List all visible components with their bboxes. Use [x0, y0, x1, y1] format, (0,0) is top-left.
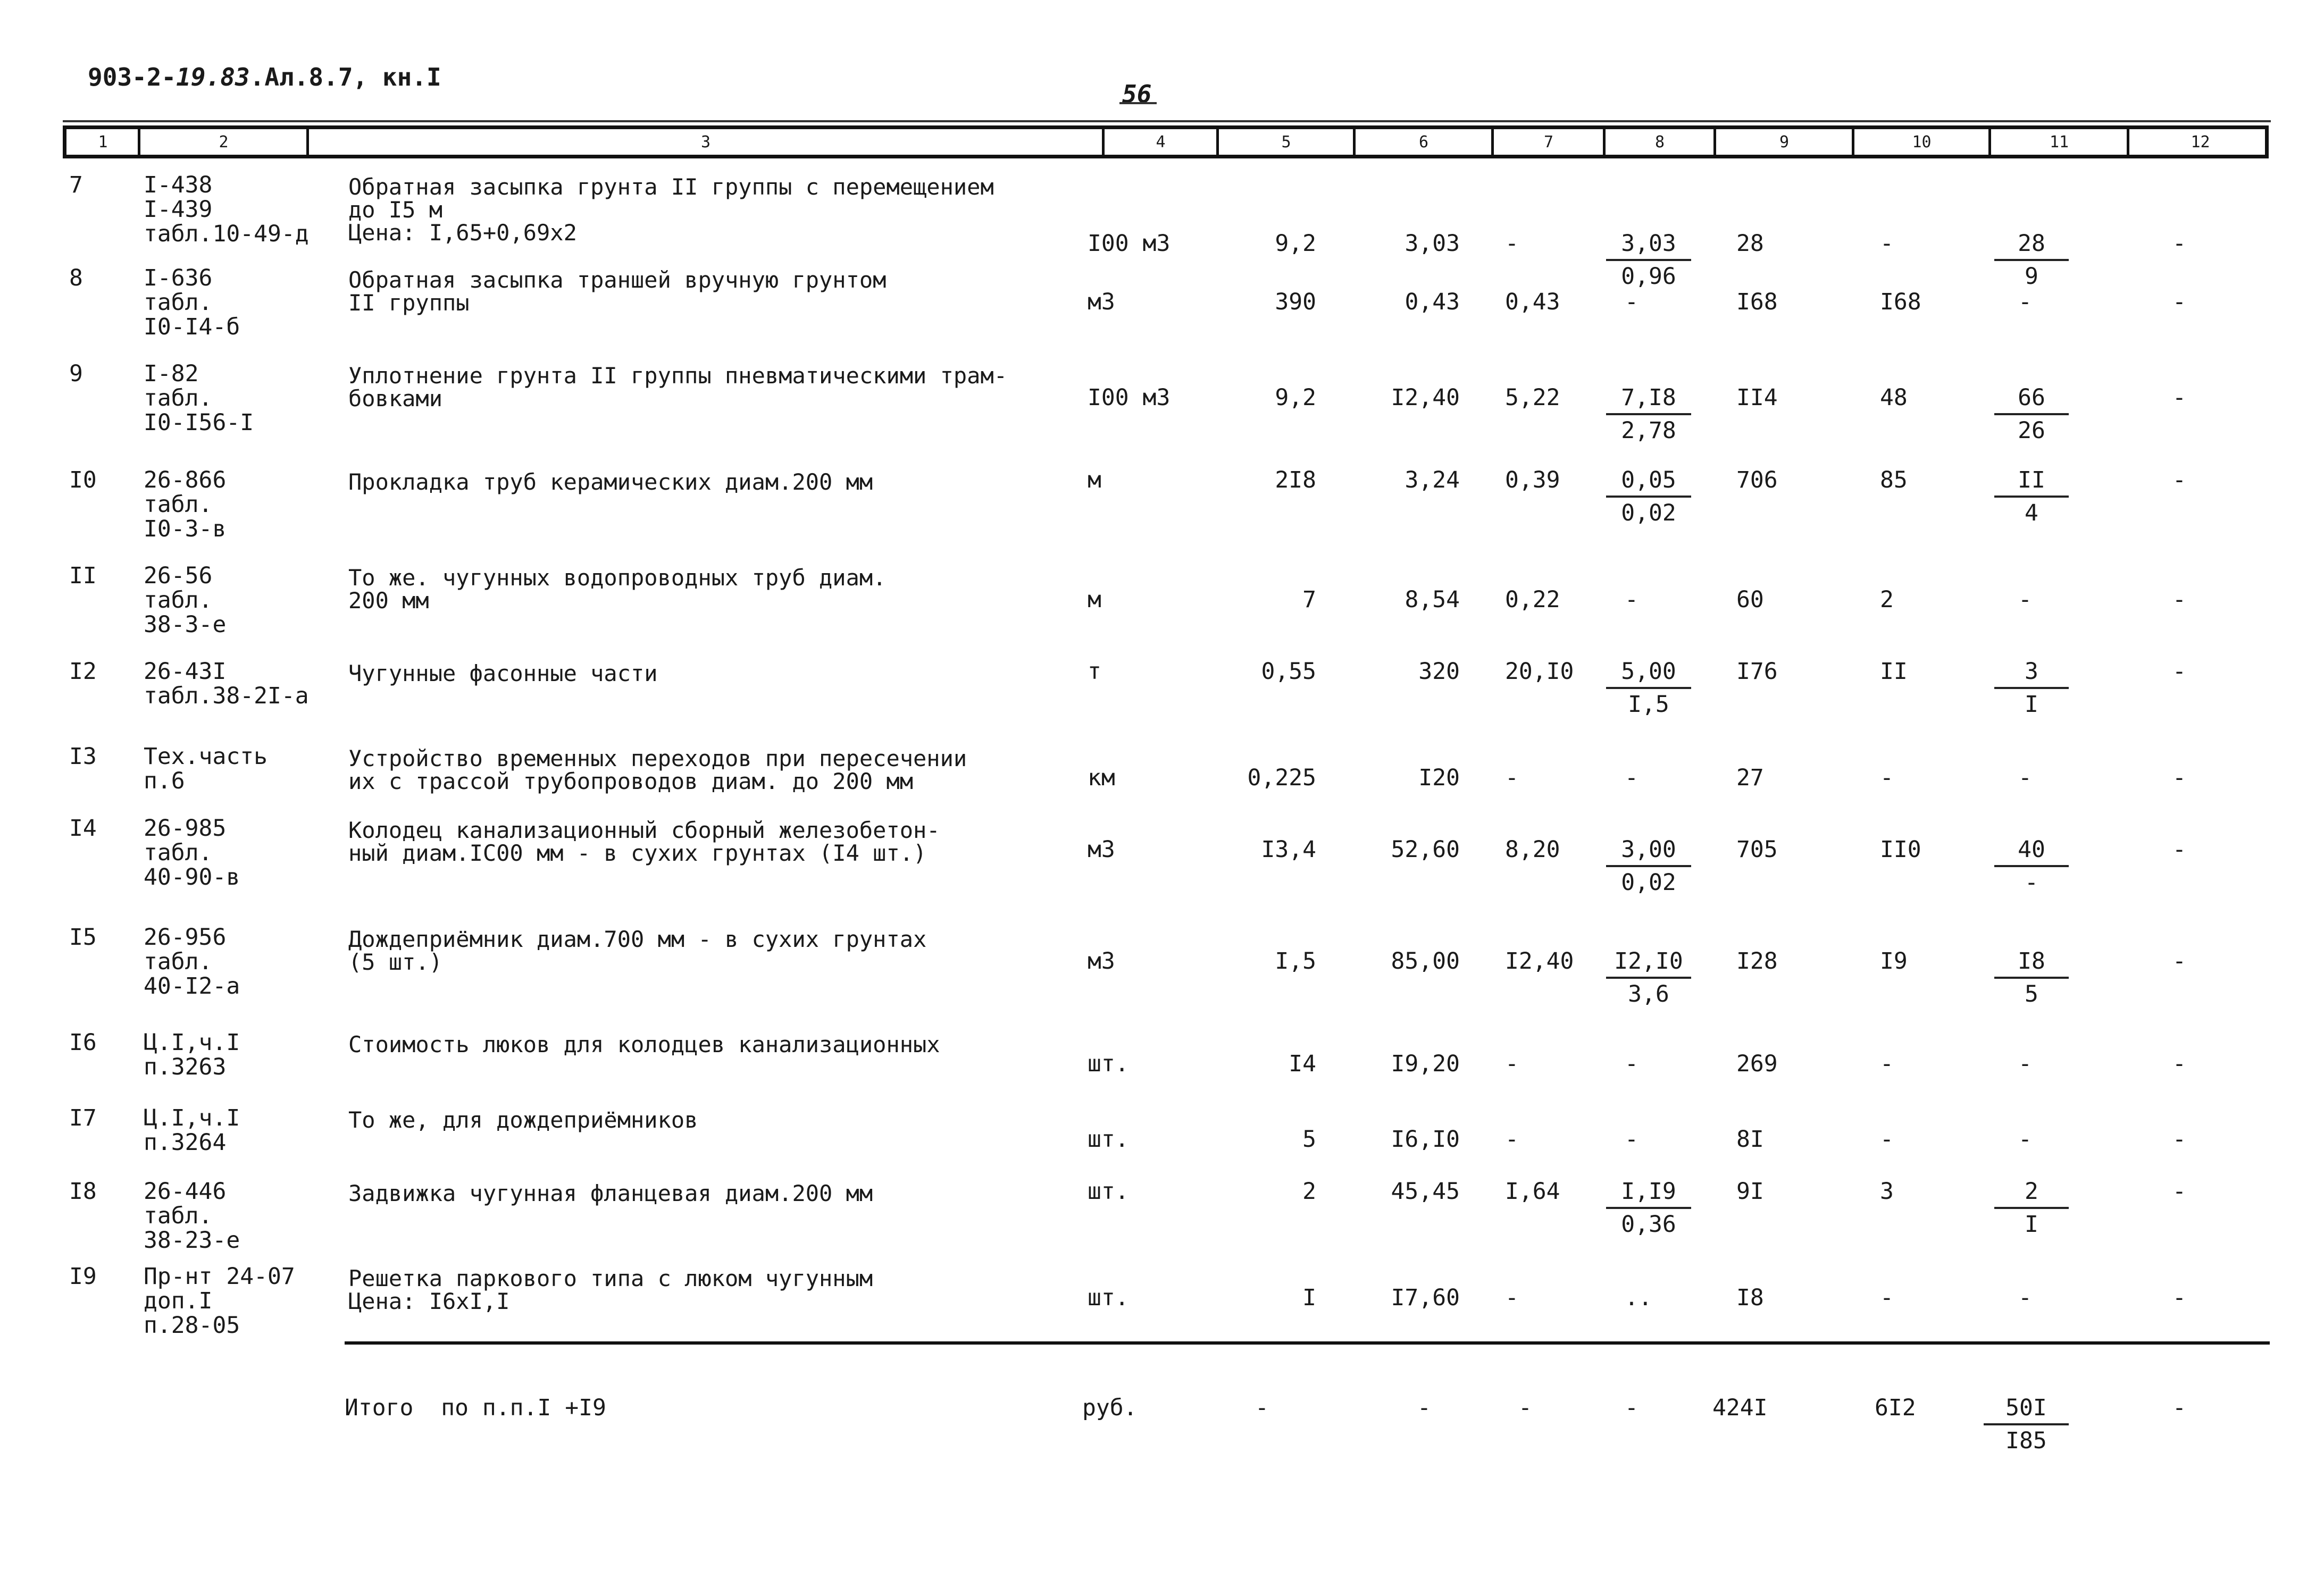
col-12-value: -: [2172, 467, 2186, 493]
column-header-7: 7: [1543, 132, 1554, 152]
col-11-fraction-denominator: 9: [2025, 263, 2038, 290]
unit-price: 320: [1418, 658, 1460, 685]
quantity: I3,4: [1261, 836, 1316, 863]
col-11-fraction-numerator: 3: [1994, 659, 2069, 689]
col-8-fraction: [1606, 385, 1691, 443]
page-number: 56: [1122, 80, 1152, 108]
col-11-fraction: [1994, 1179, 2069, 1237]
row-number: I4: [69, 815, 97, 842]
col-10-value: -: [1880, 1126, 1894, 1153]
col-7-value: -: [1505, 1051, 1519, 1077]
unit: м3: [1088, 948, 1115, 975]
work-description: Прокладка труб керамических диам.200 мм: [348, 469, 873, 495]
total-col-8: -: [1625, 1395, 1638, 1421]
quantity: 0,55: [1261, 658, 1316, 685]
work-description: Дождеприёмник диам.700 мм - в сухих грунтах (5 шт.): [348, 926, 927, 975]
unit: т: [1088, 658, 1101, 685]
rate-code: 26-446 табл. 38-23-е: [144, 1178, 240, 1254]
total-col-11-fraction-numerator: 50I: [1984, 1396, 2069, 1425]
col-10-value: I9: [1880, 948, 1908, 975]
col-9-value: II4: [1736, 384, 1778, 411]
col-11-fraction-denominator: I: [2025, 691, 2038, 718]
rate-code: 26-956 табл. 40-I2-а: [144, 924, 240, 1000]
col-9-value: I76: [1736, 658, 1778, 685]
row-number: I7: [69, 1105, 97, 1131]
col-8-fraction-denominator: 0,02: [1621, 500, 1676, 526]
unit-price: 3,24: [1405, 467, 1460, 493]
col-11-fraction: [1994, 837, 2069, 895]
col-8-fraction-numerator: 7,I8: [1606, 385, 1691, 415]
quantity: 5: [1302, 1126, 1316, 1153]
column-header-1: 1: [98, 132, 108, 152]
col-10-value: -: [1880, 230, 1894, 257]
col-11-fraction: [1994, 231, 2069, 289]
unit: км: [1088, 765, 1115, 791]
quantity: 0,225: [1247, 765, 1316, 791]
unit: шт.: [1088, 1178, 1129, 1205]
col-7-value: 0,43: [1505, 289, 1560, 315]
col-12-value: -: [2172, 658, 2186, 685]
unit: м3: [1088, 289, 1115, 315]
col-11-fraction: [1994, 949, 2069, 1006]
col-8-value: -: [1625, 1126, 1638, 1153]
row-number: 8: [69, 265, 83, 291]
row-number: I2: [69, 658, 97, 685]
col-8-fraction: [1606, 1179, 1691, 1237]
col-11-fraction-denominator: 4: [2025, 500, 2038, 526]
unit-price: I7,60: [1391, 1284, 1460, 1311]
col-11-value: -: [2018, 1126, 2032, 1153]
col-9-value: 27: [1736, 765, 1764, 791]
col-8-fraction-numerator: 3,00: [1606, 837, 1691, 867]
col-10-value: 3: [1880, 1178, 1894, 1205]
quantity: 390: [1275, 289, 1316, 315]
col-7-value: -: [1505, 765, 1519, 791]
col-8-fraction-denominator: 0,36: [1621, 1211, 1676, 1238]
work-description: Стоимость люков для колодцев канализационных: [348, 1031, 940, 1057]
work-description: Колодец канализационный сборный железобетон- ный диам.IC00 мм - в сухих грунтах (I4 шт.): [348, 817, 940, 866]
column-header-12: 12: [2191, 132, 2210, 152]
col-9-value: 269: [1736, 1051, 1778, 1077]
col-7-value: I,64: [1505, 1178, 1560, 1205]
col-11-value: -: [2018, 289, 2032, 315]
rate-code: 26-985 табл. 40-90-в: [144, 815, 240, 891]
col-9-value: 705: [1736, 836, 1778, 863]
total-unit: руб.: [1082, 1395, 1138, 1421]
col-11-fraction-denominator: 26: [2018, 417, 2045, 444]
unit-price: I2,40: [1391, 384, 1460, 411]
col-11-fraction-numerator: 40: [1994, 837, 2069, 867]
total-col-11-fraction-denominator: I85: [2005, 1428, 2047, 1454]
total-col-9: 424I: [1712, 1395, 1768, 1421]
col-12-value: -: [2172, 1051, 2186, 1077]
col-10-value: II: [1880, 658, 1908, 685]
rate-code: 26-43I табл.38-2I-а: [144, 658, 309, 709]
unit-price: 52,60: [1391, 836, 1460, 863]
row-number: I3: [69, 743, 97, 770]
row-number: I0: [69, 467, 97, 493]
quantity: I,5: [1275, 948, 1316, 975]
col-9-value: I68: [1736, 289, 1778, 315]
col-11-fraction: [1994, 659, 2069, 717]
col-12-value: -: [2172, 1178, 2186, 1205]
rate-code: 26-866 табл. I0-3-в: [144, 467, 227, 542]
col-7-value: 5,22: [1505, 384, 1560, 411]
col-8-fraction-numerator: 3,03: [1606, 231, 1691, 261]
work-description: Обратная засыпка траншей вручную грунтом II группы: [348, 267, 887, 316]
quantity: 2: [1302, 1178, 1316, 1205]
col-12-value: -: [2172, 384, 2186, 411]
col-8-fraction-numerator: I2,I0: [1606, 949, 1691, 979]
column-divider: [1988, 129, 1991, 155]
col-8-fraction-denominator: 0,02: [1621, 869, 1676, 896]
col-8-value: ..: [1625, 1284, 1652, 1311]
column-divider: [1603, 129, 1606, 155]
total-col-7: -: [1518, 1395, 1532, 1421]
column-divider: [1353, 129, 1356, 155]
document-code: 903-2-19.83.Ал.8.7, кн.I: [88, 63, 441, 91]
column-header-4: 4: [1156, 132, 1166, 152]
column-divider: [1713, 129, 1716, 155]
col-9-value: 8I: [1736, 1126, 1764, 1153]
rate-code: I-438 I-439 табл.10-49-д: [144, 172, 309, 247]
col-9-value: 28: [1736, 230, 1764, 257]
work-description: Обратная засыпка грунта II группы с перемещением до I5 м Цена: I,65+0,69x2: [348, 174, 994, 246]
col-8-fraction-denominator: 3,6: [1628, 981, 1669, 1008]
column-divider: [1491, 129, 1494, 155]
quantity: 9,2: [1275, 384, 1316, 411]
work-description: То же. чугунных водопроводных труб диам. 200 мм: [348, 565, 887, 614]
col-8-fraction-numerator: 0,05: [1606, 468, 1691, 498]
col-12-value: -: [2172, 289, 2186, 315]
col-11-value: -: [2018, 765, 2032, 791]
quantity: I: [1302, 1284, 1316, 1311]
unit-price: 45,45: [1391, 1178, 1460, 1205]
unit: шт.: [1088, 1126, 1129, 1153]
col-10-value: I68: [1880, 289, 1921, 315]
col-9-value: 9I: [1736, 1178, 1764, 1205]
col-7-value: 20,I0: [1505, 658, 1574, 685]
col-12-value: -: [2172, 765, 2186, 791]
work-description: Решетка паркового типа с люком чугунным Цена: I6xI,I: [348, 1265, 873, 1314]
col-10-value: 85: [1880, 467, 1908, 493]
unit: м3: [1088, 836, 1115, 863]
unit: I00 м3: [1088, 384, 1171, 411]
col-11-fraction-numerator: 28: [1994, 231, 2069, 261]
quantity: 9,2: [1275, 230, 1316, 257]
row-number: I8: [69, 1178, 97, 1205]
column-header-6: 6: [1418, 132, 1429, 152]
col-11-value: -: [2018, 1051, 2032, 1077]
col-12-value: -: [2172, 230, 2186, 257]
col-11-fraction-denominator: -: [2025, 869, 2038, 896]
column-header-3: 3: [700, 132, 711, 152]
column-divider: [138, 129, 140, 155]
rate-code: I-82 табл. I0-I56-I: [144, 360, 254, 436]
work-description: Уплотнение грунта II группы пневматическими трам- бовками: [348, 363, 1008, 412]
column-header-2: 2: [219, 132, 229, 152]
work-description: Задвижка чугунная фланцевая диам.200 мм: [348, 1180, 873, 1206]
row-number: I9: [69, 1263, 97, 1290]
quantity: I4: [1289, 1051, 1316, 1077]
col-9-value: I28: [1736, 948, 1778, 975]
unit-price: I6,I0: [1391, 1126, 1460, 1153]
total-price: -: [1417, 1395, 1431, 1421]
col-10-value: -: [1880, 1051, 1894, 1077]
total-label: Итого по п.п.I +I9: [345, 1395, 606, 1421]
col-11-fraction: [1994, 468, 2069, 525]
total-col-12: -: [2172, 1395, 2186, 1421]
col-12-value: -: [2172, 836, 2186, 863]
row-number: I6: [69, 1029, 97, 1056]
col-12-value: -: [2172, 586, 2186, 613]
col-7-value: -: [1505, 230, 1519, 257]
row-number: II: [69, 562, 97, 589]
doc-code-handwritten: 19.83: [176, 63, 250, 91]
top-rule: [63, 120, 2271, 122]
total-col-11-fraction: [1984, 1396, 2069, 1453]
col-8-fraction: [1606, 231, 1691, 289]
rate-code: 26-56 табл. 38-3-е: [144, 562, 227, 638]
unit: I00 м3: [1088, 230, 1171, 257]
rate-code: Тех.часть п.6: [144, 743, 267, 794]
col-8-fraction: [1606, 837, 1691, 895]
col-11-value: -: [2018, 586, 2032, 613]
col-7-value: -: [1505, 1126, 1519, 1153]
unit-price: 0,43: [1405, 289, 1460, 315]
col-8-value: -: [1625, 1051, 1638, 1077]
row-number: I5: [69, 924, 97, 951]
rate-code: I-636 табл. I0-I4-б: [144, 265, 240, 340]
unit-price: 3,03: [1405, 230, 1460, 257]
col-10-value: -: [1880, 765, 1894, 791]
col-11-fraction-denominator: 5: [2025, 981, 2038, 1008]
column-header-5: 5: [1281, 132, 1291, 152]
col-7-value: -: [1505, 1284, 1519, 1311]
total-separator-line: [345, 1341, 2270, 1345]
unit: м: [1088, 586, 1101, 613]
col-11-fraction-numerator: I8: [1994, 949, 2069, 979]
col-10-value: -: [1880, 1284, 1894, 1311]
column-header-11: 11: [2049, 132, 2069, 152]
total-col-10: 6I2: [1875, 1395, 1916, 1421]
col-12-value: -: [2172, 1126, 2186, 1153]
unit-price: I20: [1418, 765, 1460, 791]
col-9-value: I8: [1736, 1284, 1764, 1311]
row-number: 9: [69, 360, 83, 387]
work-description: Чугунные фасонные части: [348, 660, 658, 686]
unit-price: I9,20: [1391, 1051, 1460, 1077]
column-header-8: 8: [1654, 132, 1665, 152]
col-8-fraction-numerator: I,I9: [1606, 1179, 1691, 1209]
col-8-value: -: [1625, 289, 1638, 315]
col-8-fraction: [1606, 468, 1691, 525]
unit: шт.: [1088, 1051, 1129, 1077]
column-divider: [2127, 129, 2129, 155]
col-10-value: 2: [1880, 586, 1894, 613]
col-8-fraction-denominator: 0,96: [1621, 263, 1676, 290]
col-7-value: 0,39: [1505, 467, 1560, 493]
col-11-fraction: [1994, 385, 2069, 443]
column-divider: [1216, 129, 1219, 155]
rate-code: Ц.I,ч.I п.3264: [144, 1105, 240, 1156]
col-12-value: -: [2172, 948, 2186, 975]
col-9-value: 706: [1736, 467, 1778, 493]
col-11-fraction-numerator: 66: [1994, 385, 2069, 415]
quantity: 2I8: [1275, 467, 1316, 493]
col-8-value: -: [1625, 586, 1638, 613]
column-divider: [1102, 129, 1105, 155]
unit: шт.: [1088, 1284, 1129, 1311]
col-7-value: I2,40: [1505, 948, 1574, 975]
rate-code: Пр-нт 24-07 доп.I п.28-05: [144, 1263, 295, 1339]
col-8-fraction-denominator: 2,78: [1621, 417, 1676, 444]
unit: м: [1088, 467, 1101, 493]
unit-price: 85,00: [1391, 948, 1460, 975]
col-8-fraction: [1606, 659, 1691, 717]
column-header-9: 9: [1779, 132, 1790, 152]
work-description: То же, для дождеприёмников: [348, 1107, 698, 1133]
col-10-value: II0: [1880, 836, 1921, 863]
work-description: Устройство временных переходов при пересечении их с трассой трубопроводов диам. до 200 мм: [348, 745, 967, 794]
unit-price: 8,54: [1405, 586, 1460, 613]
rate-code: Ц.I,ч.I п.3263: [144, 1029, 240, 1080]
col-10-value: 48: [1880, 384, 1908, 411]
total-qty: -: [1255, 1395, 1269, 1421]
col-11-fraction-numerator: II: [1994, 468, 2069, 498]
col-8-value: -: [1625, 765, 1638, 791]
column-header-10: 10: [1912, 132, 1932, 152]
col-11-value: -: [2018, 1284, 2032, 1311]
col-7-value: 0,22: [1505, 586, 1560, 613]
column-header-row: [63, 125, 2269, 158]
col-11-fraction-denominator: I: [2025, 1211, 2038, 1238]
column-divider: [1852, 129, 1854, 155]
col-8-fraction: [1606, 949, 1691, 1006]
col-12-value: -: [2172, 1284, 2186, 1311]
quantity: 7: [1302, 586, 1316, 613]
col-7-value: 8,20: [1505, 836, 1560, 863]
col-9-value: 60: [1736, 586, 1764, 613]
col-11-fraction-numerator: 2: [1994, 1179, 2069, 1209]
row-number: 7: [69, 172, 83, 198]
col-8-fraction-numerator: 5,00: [1606, 659, 1691, 689]
col-8-fraction-denominator: I,5: [1628, 691, 1669, 718]
column-divider: [306, 129, 309, 155]
